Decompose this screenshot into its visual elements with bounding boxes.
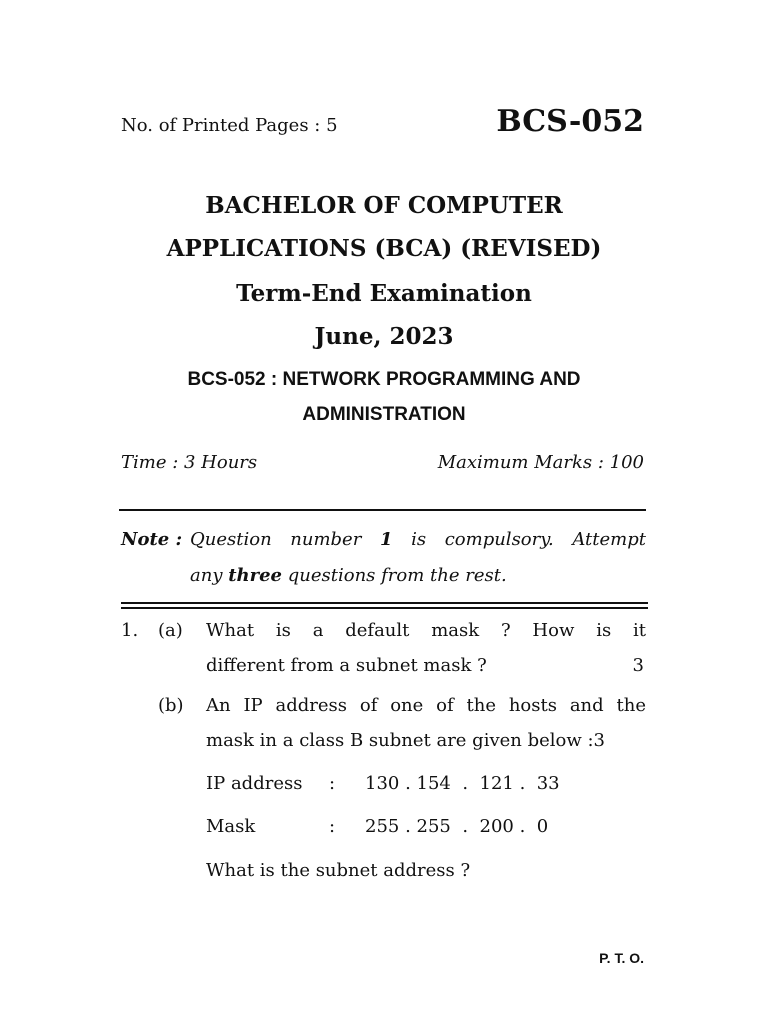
question-number: 1.	[121, 620, 139, 641]
note-emphasis: three	[228, 565, 283, 586]
question-text: What is a default mask ? How is it	[206, 620, 646, 641]
double-divider-bottom	[121, 607, 648, 609]
exam-date: June, 2023	[314, 323, 454, 350]
programme-title-line2: APPLICATIONS (BCA) (REVISED)	[166, 235, 602, 262]
course-code: BCS-052	[496, 104, 644, 139]
part-label: (b)	[158, 695, 184, 716]
question-text: different from a subnet mask ?	[206, 655, 487, 676]
note-line1	[190, 529, 646, 550]
note-text: Question number	[190, 529, 380, 550]
part-label: (a)	[158, 620, 183, 641]
mask-value: 255 . 255 . 200 . 0	[365, 816, 549, 837]
double-divider-top	[121, 602, 648, 604]
note-emphasis: 1	[379, 529, 393, 550]
question-text: mask in a class B subnet are given below :3	[206, 730, 605, 751]
note-label: Note :	[121, 529, 183, 550]
programme-title-line1: BACHELOR OF COMPUTER	[205, 192, 563, 219]
question-marks: 3	[632, 655, 644, 676]
note-text: is compulsory. Attempt	[392, 529, 646, 550]
mask-colon: :	[329, 816, 336, 837]
exam-title: Term-End Examination	[236, 280, 532, 307]
divider	[119, 509, 646, 511]
question-text: What is the subnet address ?	[206, 860, 471, 881]
mask-label: Mask	[206, 816, 256, 837]
time-allowed: Time : 3 Hours	[121, 452, 258, 473]
maximum-marks: Maximum Marks : 100	[437, 452, 644, 473]
note-text: questions from the rest.	[282, 565, 507, 586]
ip-address-colon: :	[329, 773, 336, 794]
printed-pages: No. of Printed Pages : 5	[121, 115, 338, 136]
subject-line2: ADMINISTRATION	[302, 404, 466, 425]
question-text: An IP address of one of the hosts and the	[206, 695, 646, 716]
ip-address-label: IP address	[206, 773, 303, 794]
ip-address-value: 130 . 154 . 121 . 33	[365, 773, 560, 794]
page-turn-marker: P. T. O.	[599, 950, 644, 966]
note-line2	[190, 565, 507, 586]
note-text: any	[190, 565, 229, 586]
subject-line1: BCS-052 : NETWORK PROGRAMMING AND	[187, 369, 581, 390]
